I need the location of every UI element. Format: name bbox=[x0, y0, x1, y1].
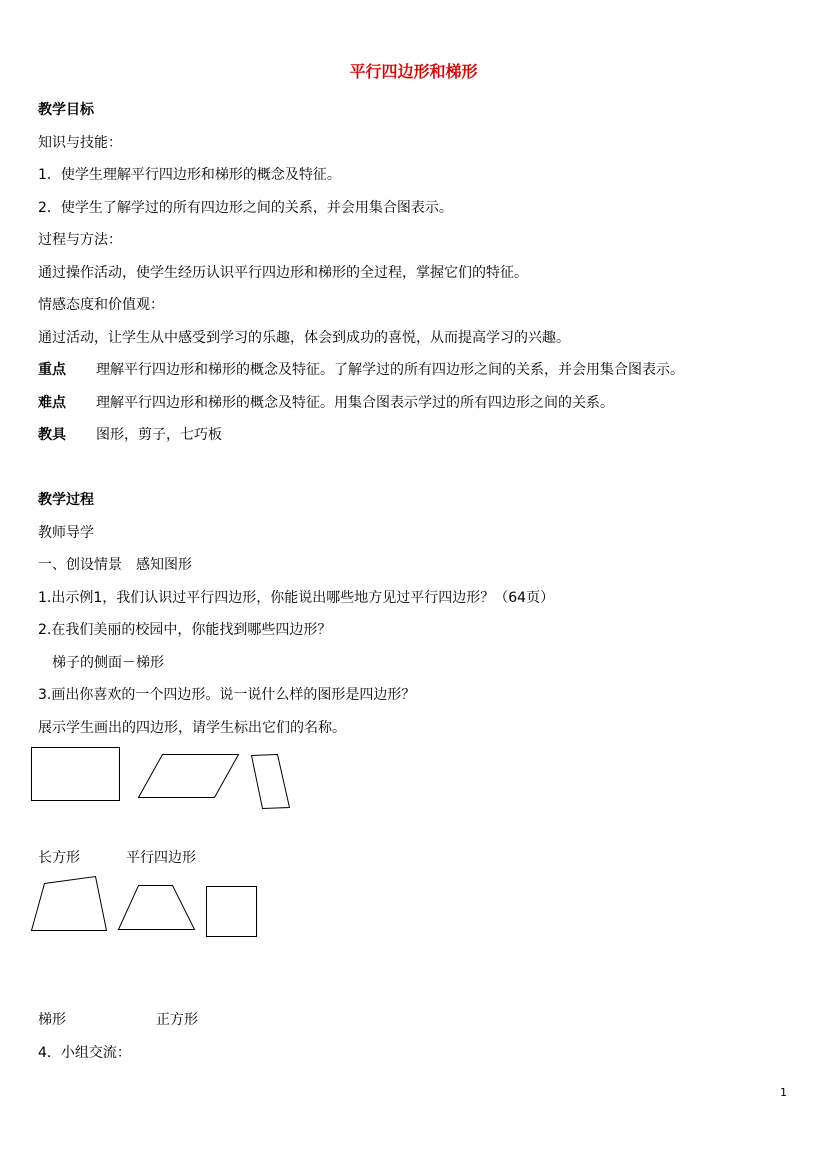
knowledge-item-1: 1．使学生理解平行四边形和梯形的概念及特征。 bbox=[38, 167, 341, 183]
question-1: 1.出示例1，我们认识过平行四边形，你能说出哪些地方见过平行四边形？（64页） bbox=[38, 590, 555, 606]
process2-heading: 教学过程 bbox=[38, 492, 94, 508]
page-number: 1 bbox=[780, 1086, 787, 1099]
caption-square: 正方形 bbox=[156, 1012, 198, 1028]
process-text: 通过操作活动，使学生经历认识平行四边形和梯形的全过程，掌握它们的特征。 bbox=[38, 265, 528, 281]
key-point-label: 重点 bbox=[38, 362, 66, 378]
rectangle-shape bbox=[32, 748, 120, 801]
guide-heading: 教师导学 bbox=[38, 525, 94, 541]
caption-parallelogram: 平行四边形 bbox=[126, 850, 196, 866]
question-2-answer: 梯子的侧面－梯形 bbox=[52, 655, 164, 671]
step-one: 一、创设情景 感知图形 bbox=[38, 557, 192, 573]
parallelogram-shape bbox=[139, 755, 239, 798]
irregular-quadrilateral-shape bbox=[32, 877, 107, 931]
tools-text: 图形，剪子，七巧板 bbox=[96, 427, 222, 443]
emotion-heading: 情感态度和价值观： bbox=[38, 297, 164, 313]
knowledge-item-2: 2．使学生了解学过的所有四边形之间的关系，并会用集合图表示。 bbox=[38, 200, 453, 216]
slanted-parallelogram-shape bbox=[252, 755, 290, 809]
caption-trapezoid: 梯形 bbox=[38, 1012, 66, 1028]
question-3-follow: 展示学生画出的四边形，请学生标出它们的名称。 bbox=[38, 720, 346, 736]
page-title: 平行四边形和梯形 bbox=[349, 62, 478, 81]
question-2: 2.在我们美丽的校园中，你能找到哪些四边形？ bbox=[38, 622, 332, 638]
difficulty-label: 难点 bbox=[38, 395, 66, 411]
question-4: 4．小组交流： bbox=[38, 1045, 131, 1061]
emotion-text: 通过活动，让学生从中感受到学习的乐趣，体会到成功的喜悦，从而提高学习的兴趣。 bbox=[38, 330, 570, 346]
question-3: 3.画出你喜欢的一个四边形。说一说什么样的图形是四边形？ bbox=[38, 687, 416, 703]
difficulty-text: 理解平行四边形和梯形的概念及特征。用集合图表示学过的所有四边形之间的关系。 bbox=[96, 395, 614, 411]
goals-heading: 教学目标 bbox=[38, 102, 94, 118]
caption-rectangle: 长方形 bbox=[38, 850, 80, 866]
process-heading: 过程与方法： bbox=[38, 232, 122, 248]
trapezoid-shape bbox=[119, 886, 195, 930]
knowledge-heading: 知识与技能： bbox=[38, 135, 122, 151]
square-shape bbox=[207, 887, 257, 937]
tools-label: 教具 bbox=[38, 427, 66, 443]
key-point-text: 理解平行四边形和梯形的概念及特征。了解学过的所有四边形之间的关系，并会用集合图表示。 bbox=[96, 362, 684, 378]
